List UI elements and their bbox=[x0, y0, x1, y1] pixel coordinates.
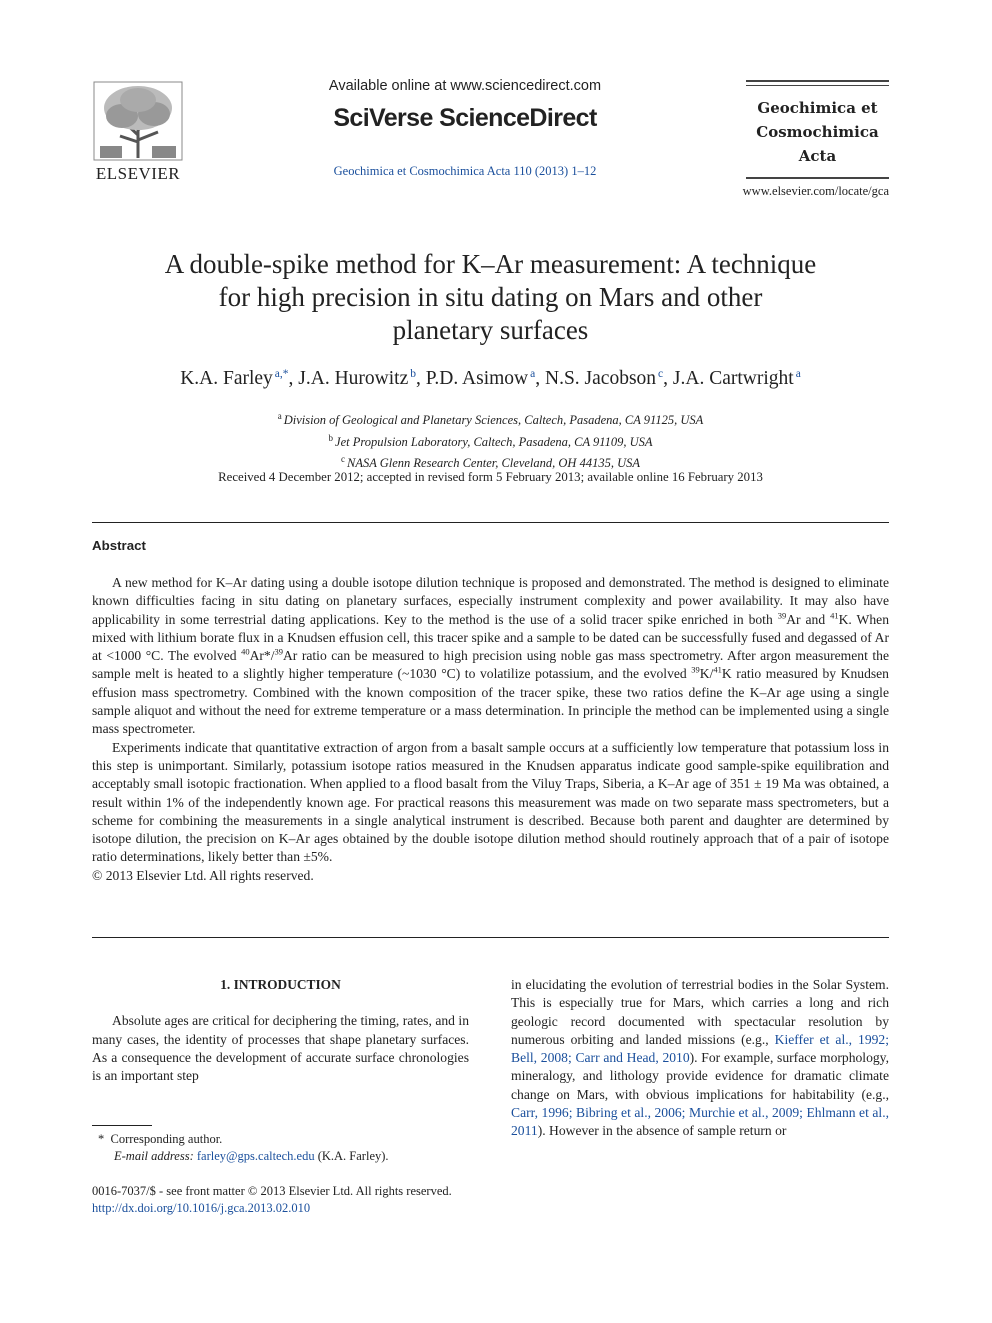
author-name[interactable]: J.A. Cartwright bbox=[672, 368, 794, 389]
intro-paragraph: Absolute ages are critical for deciphering the timing, rates, and in many cases, the identity of processes that shape planetary surfaces. As a consequence the development of accurate surface chronologies is an important step bbox=[92, 1013, 469, 1084]
title-line: A double-spike method for K–Ar measurement: A technique bbox=[164, 249, 817, 279]
author-list: K.A. Farley $^{a,*}$, J.A. Hurowitz $^b$, P.D. Asimow $^a$, N.S. Jacobson $^c$, J.A. Cartwright $^a$ bbox=[180, 368, 801, 389]
journal-box-rule bbox=[746, 80, 889, 82]
text-run: ). For example, surface morphology, mineralogy, and lithology provide evidence for dramatic climate change on Mars, with obvious implications for habitability (e.g., bbox=[511, 1050, 889, 1102]
received-dates: Received 4 December 2012; accepted in revised form 5 February 2013; available online 16 February 2013 bbox=[218, 470, 763, 484]
text-run: K bbox=[838, 611, 849, 627]
abstract-paragraph-1 bbox=[92, 574, 889, 739]
title-line: for high precision in situ dating on Mars and other bbox=[218, 282, 763, 312]
author-name[interactable]: P.D. Asimow bbox=[425, 368, 529, 389]
journal-name bbox=[746, 96, 889, 168]
text-run: Ar*/ bbox=[249, 648, 275, 664]
journal-name-line: Cosmochimica bbox=[756, 123, 879, 141]
section-heading-introduction: 1. INTRODUCTION bbox=[220, 977, 341, 992]
author-affil-sup[interactable]: a,* bbox=[274, 368, 289, 380]
citation-link[interactable]: Carr, 1996; Bibring et al., 2006; Murchie et al., 2009; Ehlmann et al., 2011 bbox=[511, 1105, 889, 1139]
abstract-paragraph-2: Experiments indicate that quantitative extraction of argon from a basalt sample occurs at a sufficiently low temperature that potassium loss in this step is unimportant. Similarly, potassium isotope ratios measured in the Knudsen apparatus indicate good sample-spike equilibration and acceptably small isotopic fractionation. When applied to a flood basalt from the Viluy Traps, Siberia, a K–Ar age of 351 ± 19 Ma was obtained, a result within 1% of the independently known age. For practical reasons this measurement was made on two separate mass spectrometers, but a scheme for combining the measurements in a single analytical instrument is described. Because both parent and daughter are determined by isotope dilution, the precision on K–Ar ages obtained by the double isotope dilution method should routinely approach that of a pair of isotope ratio determinations, likely better than ±5%. bbox=[92, 739, 889, 865]
abstract-bottom-rule bbox=[92, 937, 889, 938]
affiliation-key: c bbox=[340, 454, 345, 465]
issn-line: 0016-7037/$ - see front matter © 2013 Elsevier Ltd. All rights reserved. bbox=[92, 1184, 452, 1198]
journal-name-line: Geochimica et bbox=[757, 99, 878, 117]
platform-name: SciVerse ScienceDirect bbox=[333, 104, 597, 132]
footnote-text: Corresponding author. bbox=[110, 1132, 223, 1146]
elsevier-logo bbox=[92, 80, 184, 184]
author-affil-sup[interactable]: b bbox=[410, 368, 416, 380]
author-affil-sup[interactable]: a bbox=[795, 368, 801, 380]
journal-name-line: Acta bbox=[798, 147, 837, 165]
text-run: ). However in the absence of sample return or bbox=[537, 1123, 787, 1139]
front-matter-info bbox=[92, 1183, 512, 1217]
text-run: K/ bbox=[699, 666, 714, 682]
affiliation-text: NASA Glenn Research Center, Cleveland, OH 44135, USA bbox=[346, 456, 640, 471]
journal-box-rule bbox=[746, 85, 889, 86]
corresponding-author-footnote bbox=[92, 1131, 492, 1165]
isotope-sup: 41 bbox=[713, 664, 722, 675]
email-label: E-mail address: bbox=[114, 1149, 194, 1163]
text-run: . When mixed with lithium borate flux in a Knudsen effusion cell, this tracer spike and a sample to be dated can be successfully fused and degassed of Ar at <1000 °C. The evolved bbox=[92, 611, 889, 664]
affiliation-key: a bbox=[277, 411, 282, 421]
abstract-heading: Abstract bbox=[92, 538, 146, 553]
isotope-sup: 39 bbox=[274, 646, 283, 657]
text-run: Ar bbox=[786, 611, 801, 627]
text-run: and bbox=[800, 611, 831, 627]
footnote-marker: * bbox=[98, 1132, 105, 1146]
journal-box-rule bbox=[746, 177, 889, 179]
left-column bbox=[92, 976, 469, 1085]
author-affil-sup[interactable]: a bbox=[530, 368, 536, 380]
title-line: planetary surfaces bbox=[392, 315, 589, 345]
author-affil-sup[interactable]: c bbox=[658, 368, 664, 380]
author-name[interactable]: N.S. Jacobson bbox=[545, 368, 657, 389]
footnote-line bbox=[92, 1148, 492, 1165]
isotope-sup: 41 bbox=[830, 610, 839, 621]
article-title bbox=[92, 248, 889, 347]
isotope-sup: 39 bbox=[691, 664, 700, 675]
footnote-rule bbox=[92, 1125, 152, 1126]
affiliation-line bbox=[92, 430, 889, 452]
footnote-line bbox=[92, 1131, 492, 1148]
affiliation-text: Jet Propulsion Laboratory, Caltech, Pasadena, CA 91109, USA bbox=[335, 434, 653, 449]
text-run: in elucidating the evolution of terrestrial bodies in the Solar System. This is especially true for Mars, which carries a long and rich geologic record documented with spectacular resolution by numerous orbiting and landed missions (e.g., bbox=[511, 977, 889, 1047]
right-column bbox=[511, 976, 889, 1141]
isotope-sup: 39 bbox=[777, 610, 787, 621]
affiliations bbox=[92, 408, 889, 473]
affiliation-key: b bbox=[328, 432, 334, 443]
author-name[interactable]: J.A. Hurowitz bbox=[298, 368, 409, 389]
affiliation-line bbox=[92, 408, 889, 430]
abstract-top-rule bbox=[92, 522, 889, 523]
elsevier-wordmark: ELSEVIER bbox=[95, 164, 181, 183]
affiliation-text: Division of Geological and Planetary Sciences, Caltech, Pasadena, CA 91125, USA bbox=[283, 413, 704, 428]
doi-link[interactable]: http://dx.doi.org/10.1016/j.gca.2013.02.010 bbox=[92, 1201, 311, 1215]
abstract-body bbox=[92, 574, 889, 885]
copyright-line: © 2013 Elsevier Ltd. All rights reserved. bbox=[92, 867, 314, 883]
text-run: A new method for K–Ar dating using a double isotope dilution technique is proposed and demonstrated. The method is designed to eliminate known difficulties facing in situ dating on planetary surfaces, especially instrument complexity and power availability. It may also have applicability in some terrestrial dating applications. Key to the method is the use of a solid tracer spike enriched in both bbox=[92, 575, 889, 627]
text-run: K ratio measured by Knudsen effusion mass spectrometry. Combined with the known composition of the tracer spike, these two ratios define the K–Ar age using a single sample aliquot and without the need for extreme temperature or a mass determination. In principle the method can be implemented using a single mass spectrometer. bbox=[92, 666, 889, 737]
text-run: Ar ratio can be measured to high precision using noble gas mass spectrometry. After argon measurement the sample melt is heated to a slightly higher temperature (~1030 °C) to volatilize potassium, and the evolved bbox=[92, 648, 889, 682]
citation-link[interactable]: Kieffer et al., 1992; Bell, 2008; Carr and Head, 2010 bbox=[511, 1031, 889, 1066]
email-link[interactable]: farley@gps.caltech.edu bbox=[196, 1149, 315, 1163]
intro-paragraph-continued bbox=[511, 976, 889, 1141]
journal-citation-link[interactable]: Geochimica et Cosmochimica Acta 110 (2013) 1–12 bbox=[333, 164, 597, 178]
available-online-text: Available online at www.sciencedirect.com bbox=[328, 78, 602, 94]
author-name[interactable]: K.A. Farley bbox=[180, 368, 273, 389]
journal-url-link[interactable]: www.elsevier.com/locate/gca bbox=[742, 184, 889, 198]
isotope-sup: 40 bbox=[241, 646, 250, 657]
email-owner: (K.A. Farley). bbox=[317, 1149, 389, 1163]
